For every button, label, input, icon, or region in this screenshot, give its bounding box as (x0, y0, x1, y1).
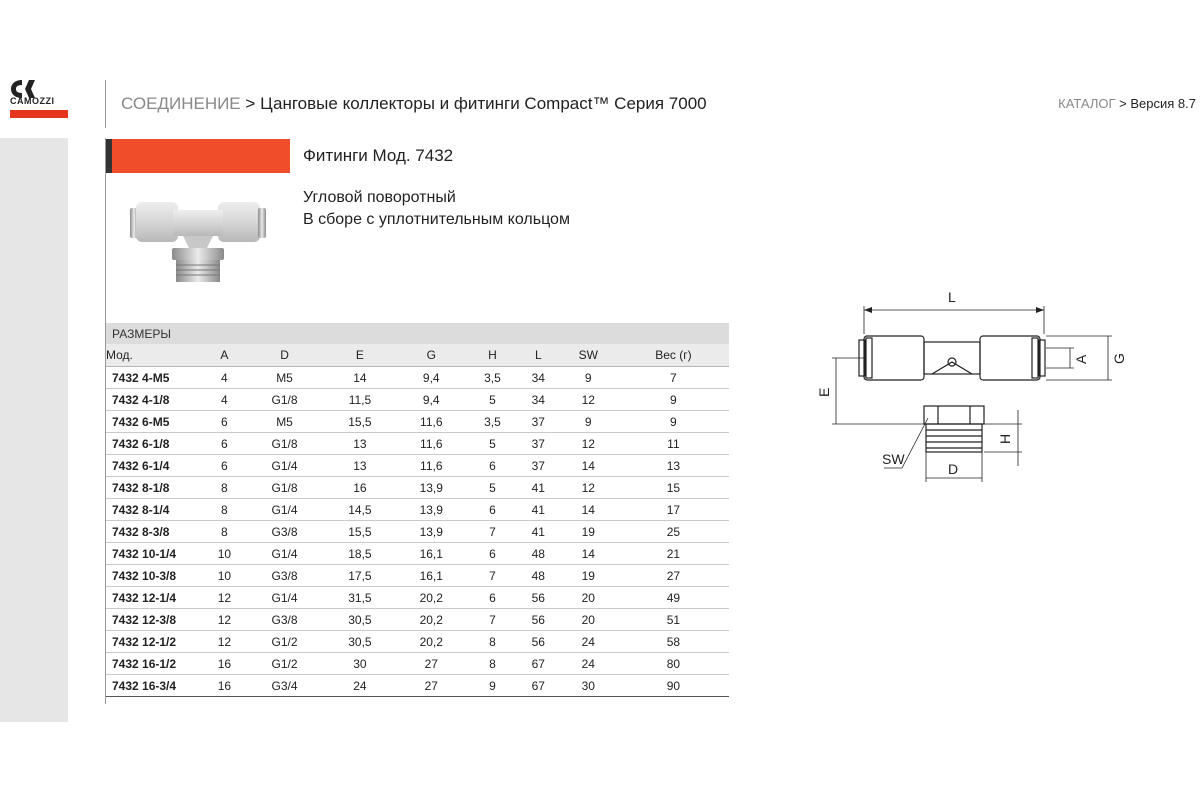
model-cell: 7432 8-1/8 (106, 477, 204, 499)
table-cell: 8 (204, 499, 245, 521)
label-sw: SW (882, 451, 905, 467)
catalog-version-text: Версия 8.7 (1130, 96, 1196, 111)
table-cell: 37 (518, 411, 559, 433)
table-cell: 12 (204, 587, 245, 609)
column-header: G (396, 344, 467, 367)
table-cell: 6 (467, 499, 518, 521)
table-cell: 30 (324, 653, 395, 675)
right-tube-shape (980, 336, 1040, 380)
table-cell: G1/4 (245, 587, 324, 609)
model-cell: 7432 6-1/8 (106, 433, 204, 455)
model-cell: 7432 4-M5 (106, 367, 204, 389)
catalog-version (1058, 96, 1196, 111)
table-section-title: РАЗМЕРЫ (106, 323, 729, 344)
left-ring-shape (866, 338, 872, 378)
header-divider (105, 80, 106, 128)
table-row (106, 653, 729, 675)
table-cell: 4 (204, 389, 245, 411)
table-cell: 56 (518, 587, 559, 609)
model-cell: 7432 8-1/4 (106, 499, 204, 521)
table-cell: 6 (467, 543, 518, 565)
table-cell: M5 (245, 367, 324, 389)
logo-red-bar (10, 110, 68, 118)
table-cell: 17 (618, 499, 729, 521)
table-cell: G3/8 (245, 521, 324, 543)
table-cell: 9,4 (396, 389, 467, 411)
product-description-line1: Угловой поворотный (303, 189, 456, 206)
model-cell: 7432 8-3/8 (106, 521, 204, 543)
table-row (106, 587, 729, 609)
model-cell: 7432 12-1/2 (106, 631, 204, 653)
table-cell: 19 (559, 521, 618, 543)
breadcrumb (121, 94, 707, 114)
table-cell: 37 (518, 433, 559, 455)
left-sidebar-band (0, 138, 68, 722)
breadcrumb-separator: > (245, 94, 256, 113)
table-cell: 20,2 (396, 587, 467, 609)
table-cell: 56 (518, 609, 559, 631)
table-cell: 13 (324, 455, 395, 477)
table-cell: 27 (396, 653, 467, 675)
table-cell: 12 (559, 433, 618, 455)
table-cell: 8 (204, 477, 245, 499)
table-cell: 90 (618, 675, 729, 697)
column-header: SW (559, 344, 618, 367)
table-cell: 24 (559, 631, 618, 653)
table-cell: G1/8 (245, 433, 324, 455)
dimensions-table (106, 323, 729, 697)
table-cell: 41 (518, 521, 559, 543)
technical-drawing (812, 286, 1144, 486)
table-cell: M5 (245, 411, 324, 433)
model-cell: 7432 16-1/2 (106, 653, 204, 675)
table-cell: 14 (559, 543, 618, 565)
table-cell: 6 (204, 433, 245, 455)
table-cell: G3/4 (245, 675, 324, 697)
table-cell: 34 (518, 367, 559, 389)
table-cell: 5 (467, 433, 518, 455)
table-cell: 8 (204, 521, 245, 543)
table-cell: 14,5 (324, 499, 395, 521)
breadcrumb-page: Цанговые коллекторы и фитинги Compact™ Серия 7000 (260, 94, 707, 113)
label-a: A (1073, 354, 1089, 364)
column-header: Вес (г) (618, 344, 729, 367)
table-cell: 41 (518, 499, 559, 521)
table-row (106, 455, 729, 477)
model-cell: 7432 6-1/4 (106, 455, 204, 477)
model-cell: 7432 10-3/8 (106, 565, 204, 587)
table-cell: 3,5 (467, 367, 518, 389)
table-cell: 6 (467, 455, 518, 477)
table-row (106, 367, 729, 389)
table-row (106, 631, 729, 653)
table-cell: 13,9 (396, 499, 467, 521)
title-accent-red (112, 139, 290, 173)
table-cell: 11,5 (324, 389, 395, 411)
table-cell: 6 (204, 411, 245, 433)
table-cell: 9 (618, 389, 729, 411)
table-cell: 48 (518, 565, 559, 587)
table-cell: 5 (467, 389, 518, 411)
table-cell: 9 (467, 675, 518, 697)
table-row (106, 609, 729, 631)
table-body (106, 367, 729, 697)
table-cell: 21 (618, 543, 729, 565)
table-cell: 51 (618, 609, 729, 631)
product-photo (118, 188, 278, 288)
table-row (106, 389, 729, 411)
model-cell: 7432 10-1/4 (106, 543, 204, 565)
brand-name: CAMOZZI (10, 96, 55, 106)
center-chamfer-shape (932, 362, 972, 374)
hex-nut-shape (924, 406, 984, 424)
table-cell: G3/8 (245, 565, 324, 587)
table-cell: 56 (518, 631, 559, 653)
model-cell: 7432 16-3/4 (106, 675, 204, 697)
catalog-separator: > (1119, 96, 1127, 111)
table-cell: 27 (618, 565, 729, 587)
table-cell: 30,5 (324, 609, 395, 631)
product-description-line2: В сборе с уплотнительным кольцом (303, 211, 570, 228)
label-l: L (948, 289, 956, 305)
model-cell: 7432 12-3/8 (106, 609, 204, 631)
table-cell: 14 (559, 455, 618, 477)
table-cell: 5 (467, 477, 518, 499)
table-cell: 10 (204, 565, 245, 587)
model-cell: 7432 12-1/4 (106, 587, 204, 609)
right-ring-shape (1032, 338, 1038, 378)
label-e: E (816, 387, 832, 397)
table-cell: 37 (518, 455, 559, 477)
table-cell: 67 (518, 653, 559, 675)
table-cell: 6 (467, 587, 518, 609)
table-cell: 16,1 (396, 565, 467, 587)
table-cell: 58 (618, 631, 729, 653)
label-g: G (1111, 353, 1127, 364)
table-cell: 12 (204, 609, 245, 631)
table-cell: G1/4 (245, 455, 324, 477)
table-cell: 14 (324, 367, 395, 389)
table-cell: G1/8 (245, 477, 324, 499)
label-h: H (997, 433, 1013, 444)
table-cell: 12 (204, 631, 245, 653)
table-cell: 16,1 (396, 543, 467, 565)
table-cell: 67 (518, 675, 559, 697)
table-cell: 48 (518, 543, 559, 565)
table-cell: 15 (618, 477, 729, 499)
table-cell: 9,4 (396, 367, 467, 389)
table-cell: 6 (204, 455, 245, 477)
table-row (106, 411, 729, 433)
table-cell: 16 (204, 653, 245, 675)
model-cell: 7432 4-1/8 (106, 389, 204, 411)
table-cell: 20,2 (396, 631, 467, 653)
table-cell: G1/2 (245, 653, 324, 675)
table-row (106, 477, 729, 499)
model-cell: 7432 6-M5 (106, 411, 204, 433)
table-cell: 30 (559, 675, 618, 697)
table-row (106, 565, 729, 587)
table-cell: 41 (518, 477, 559, 499)
table-row (106, 499, 729, 521)
table-cell: 10 (204, 543, 245, 565)
table-cell: 4 (204, 367, 245, 389)
table-cell: 12 (559, 477, 618, 499)
table-cell: 27 (396, 675, 467, 697)
table-cell: 24 (324, 675, 395, 697)
product-title: Фитинги Мод. 7432 (303, 146, 454, 165)
column-header: D (245, 344, 324, 367)
table-cell: 80 (618, 653, 729, 675)
table-cell: 20,2 (396, 609, 467, 631)
table-cell: 30,5 (324, 631, 395, 653)
table-cell: 17,5 (324, 565, 395, 587)
table-cell: 12 (559, 389, 618, 411)
table-cell: 11,6 (396, 411, 467, 433)
table-cell: 13 (324, 433, 395, 455)
catalog-label[interactable]: КАТАЛОГ (1058, 96, 1116, 111)
breadcrumb-section[interactable]: СОЕДИНЕНИЕ (121, 94, 241, 113)
table-cell: 31,5 (324, 587, 395, 609)
table-cell: 9 (618, 411, 729, 433)
table-cell: 7 (467, 521, 518, 543)
table-cell: 49 (618, 587, 729, 609)
column-header: Мод. (106, 344, 204, 367)
table-cell: 11 (618, 433, 729, 455)
column-header: L (518, 344, 559, 367)
table-cell: 11,6 (396, 433, 467, 455)
table-cell: 20 (559, 587, 618, 609)
table-cell: G1/8 (245, 389, 324, 411)
table-cell: 13,9 (396, 477, 467, 499)
table-cell: 8 (467, 653, 518, 675)
table-cell: 19 (559, 565, 618, 587)
table-cell: 25 (618, 521, 729, 543)
table-cell: 24 (559, 653, 618, 675)
left-tube-shape (864, 336, 924, 380)
table-cell: 16 (204, 675, 245, 697)
table-row (106, 543, 729, 565)
table-cell: 16 (324, 477, 395, 499)
column-header: H (467, 344, 518, 367)
table-cell: 15,5 (324, 521, 395, 543)
table-cell: 7 (467, 609, 518, 631)
table-row (106, 433, 729, 455)
column-header: E (324, 344, 395, 367)
table-cell: G1/4 (245, 499, 324, 521)
table-header-row (106, 344, 729, 367)
table-row (106, 521, 729, 543)
table-row (106, 675, 729, 697)
label-d: D (948, 461, 959, 477)
table-cell: 20 (559, 609, 618, 631)
table-cell: 3,5 (467, 411, 518, 433)
table-cell: 11,6 (396, 455, 467, 477)
dim-sw-leader (902, 418, 928, 468)
table-cell: 34 (518, 389, 559, 411)
table-cell: 13,9 (396, 521, 467, 543)
table-cell: 7 (467, 565, 518, 587)
table-cell: 7 (618, 367, 729, 389)
table-cell: 8 (467, 631, 518, 653)
table-cell: 15,5 (324, 411, 395, 433)
table-cell: 14 (559, 499, 618, 521)
table-cell: G1/4 (245, 543, 324, 565)
column-header: A (204, 344, 245, 367)
table-cell: 9 (559, 367, 618, 389)
table-cell: G3/8 (245, 609, 324, 631)
table-cell: 9 (559, 411, 618, 433)
table-cell: 18,5 (324, 543, 395, 565)
table-cell: G1/2 (245, 631, 324, 653)
table-cell: 13 (618, 455, 729, 477)
